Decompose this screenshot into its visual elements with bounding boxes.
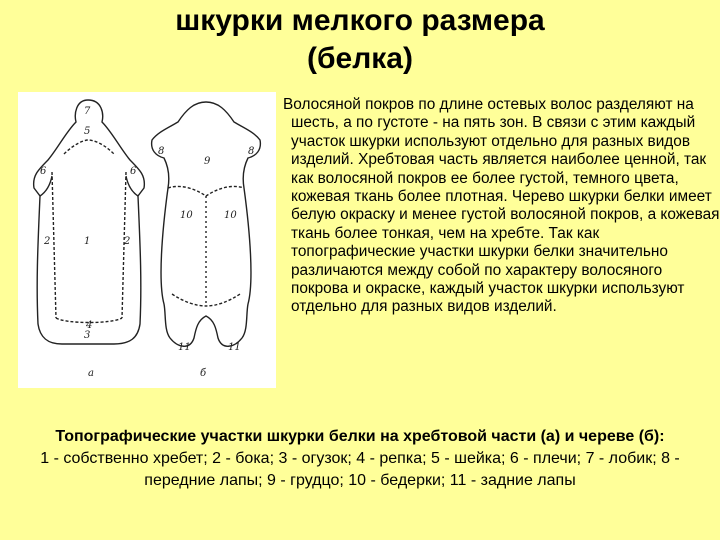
label-2-right: 2: [124, 236, 131, 247]
label-6-right: 6: [130, 166, 137, 177]
label-3: 3: [84, 330, 91, 341]
label-6-left: 6: [40, 166, 47, 177]
label-10-left: 10: [180, 210, 193, 221]
description-paragraph: [283, 96, 720, 317]
label-b: б: [200, 368, 207, 379]
label-4: 4: [86, 320, 93, 331]
label-1: 1: [84, 236, 91, 247]
caption-legend: 1 - собственно хребет; 2 - бока; 3 - огузок; 4 - репка; 5 - шейка; 6 - плечи; 7 - лобик; 8 - передние лапы; 9 - грудцо; 10 - бедерки; 11 - задние лапы: [40, 450, 680, 489]
label-a: а: [88, 368, 94, 379]
page-title: [0, 2, 720, 78]
label-2-left: 2: [44, 236, 51, 247]
label-10-right: 10: [224, 210, 237, 221]
figure-caption: [0, 426, 720, 492]
label-11-right: 11: [228, 342, 241, 353]
caption-title: Топографические участки шкурки белки на хребтовой части (а) и череве (б):: [55, 428, 665, 445]
belly-pelt-outline: [152, 102, 261, 346]
pelt-diagram: [18, 92, 276, 388]
label-11-left: 11: [178, 342, 191, 353]
label-5: 5: [84, 126, 91, 137]
label-8-left: 8: [158, 146, 165, 157]
label-7: 7: [84, 106, 91, 117]
pelt-diagram-svg: [18, 92, 276, 388]
label-8-right: 8: [248, 146, 255, 157]
title-line-2: (белка): [307, 42, 413, 75]
title-line-1: шкурки мелкого размера: [175, 4, 545, 37]
label-9: 9: [204, 156, 211, 167]
description-text: Волосяной покров по длине остевых волос разделяют на шесть, а по густоте - на пять зон. В связи с этим каждый участок шкурки используют отдельно для разных видов изделий. Хребтовая часть является наиболее ценной, так как волосяной покров ее более густой, темного цвета, кожевая ткань более плотная. Черево шкурки белки имеет белую окраску и менее густой волосяной покров, а кожевая ткань более тонкая, чем на хребте. Так как топографические участки шкурки белки значительно различаются между собой по характеру волосяного покрова и окраске, каждый участок шкурки используют отдельно для разных видов изделий.: [283, 96, 720, 316]
